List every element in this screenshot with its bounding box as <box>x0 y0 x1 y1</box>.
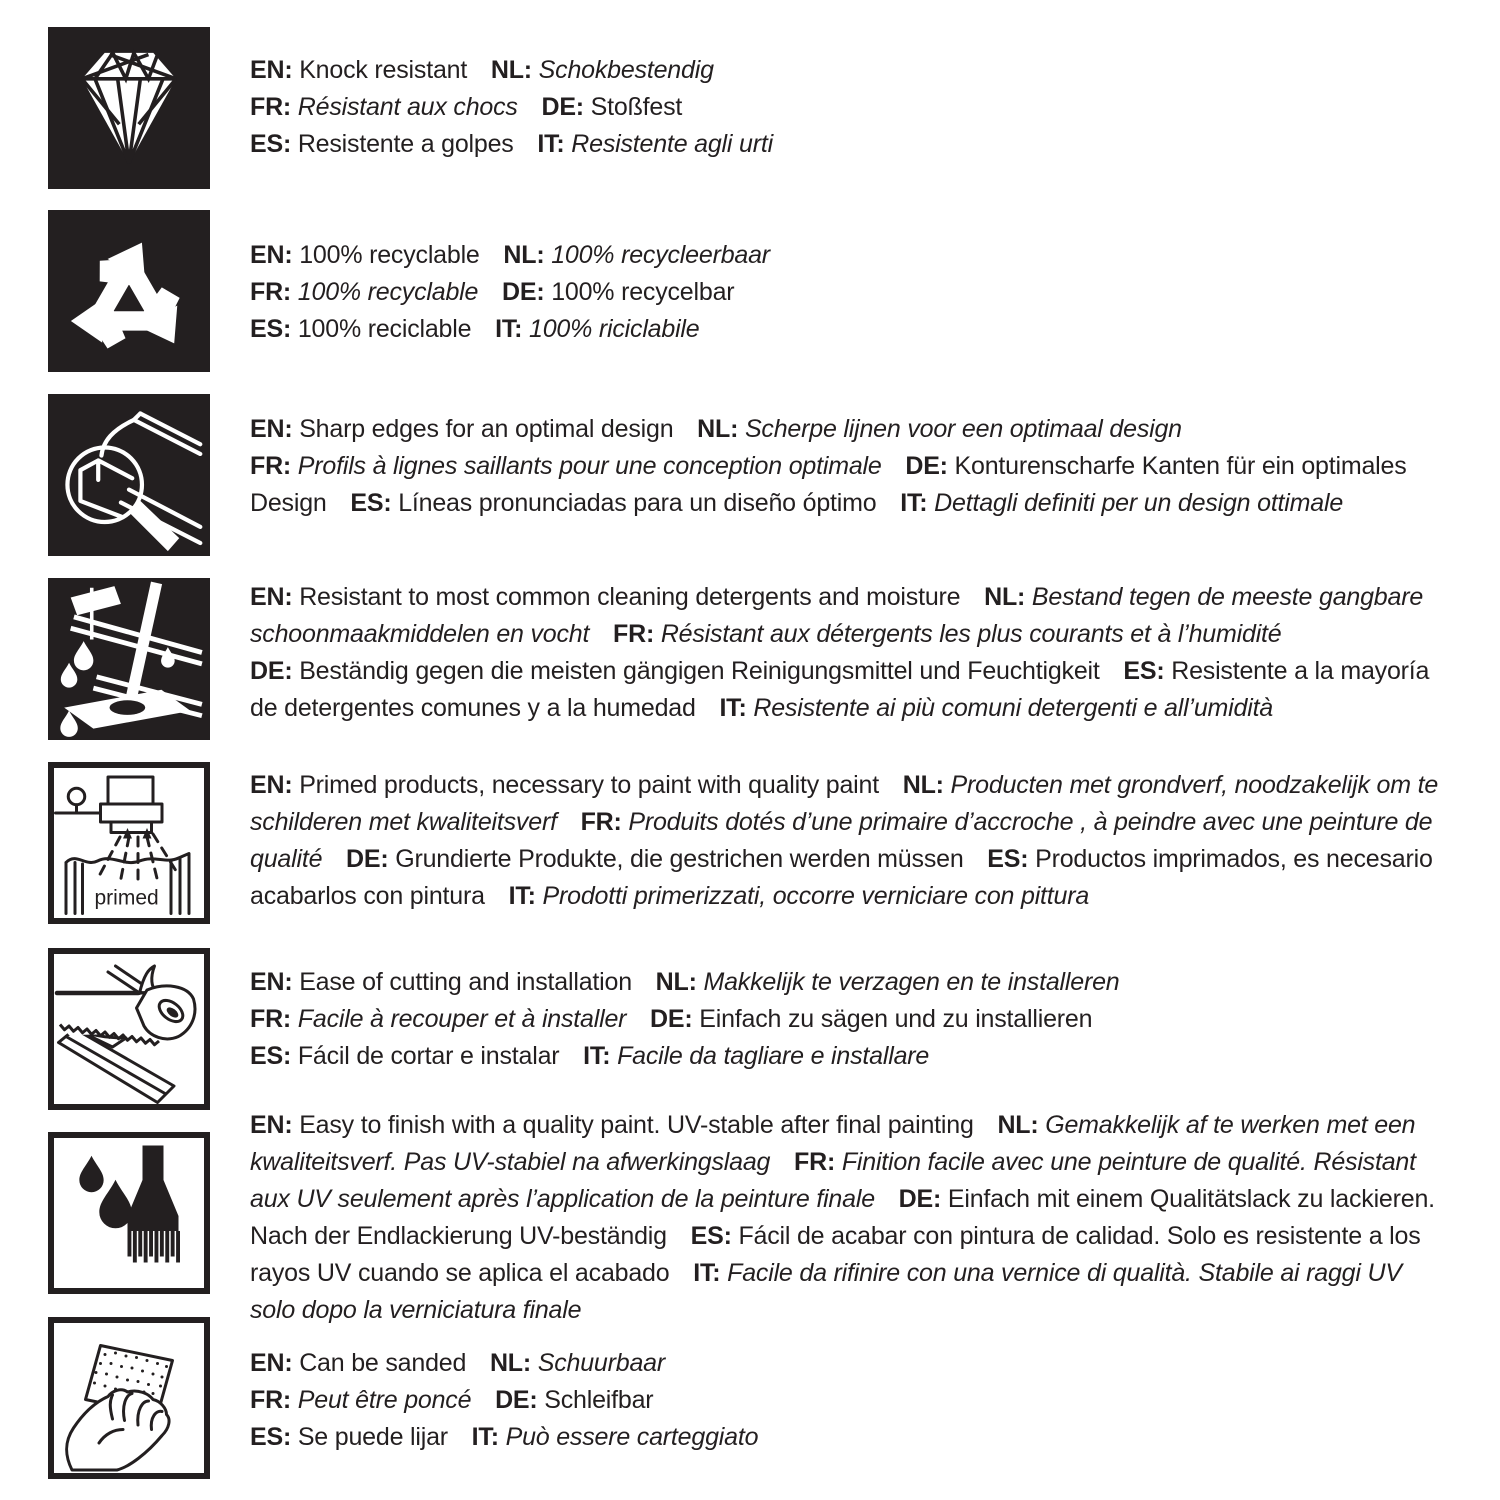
lang-entry-en <box>250 415 673 443</box>
lang-label: ES: <box>250 130 298 158</box>
lang-text: Facile à recouper et à installer <box>297 1005 627 1033</box>
lang-label: EN: <box>250 415 300 443</box>
primer-spray-icon <box>48 762 210 924</box>
lang-label: EN: <box>250 771 300 799</box>
lang-text: Can be sanded <box>299 1349 467 1377</box>
lang-text: Profils à lignes saillants pour une conception optimale <box>297 452 882 480</box>
lang-entry-nl <box>491 56 714 84</box>
lang-text: Fácil de cortar e instalar <box>297 1042 560 1070</box>
lang-label: ES: <box>987 845 1036 873</box>
lang-text: 100% recycleerbaar <box>551 241 770 269</box>
lang-entry-nl <box>697 415 1182 443</box>
magnifier-profile-icon <box>48 394 210 556</box>
lang-entry-fr <box>613 620 1282 648</box>
lang-entry-fr <box>250 93 518 121</box>
lang-entry-fr <box>250 452 882 480</box>
feature-text-sandable <box>250 1345 1445 1456</box>
lang-label: IT: <box>583 1042 618 1070</box>
lang-text: Grundierte Produkte, die gestrichen werden müssen <box>395 845 964 873</box>
lang-label: IT: <box>495 315 529 343</box>
lang-entry-nl <box>503 241 770 269</box>
diamond-icon <box>48 27 210 189</box>
lang-text: Prodotti primerizzati, occorre verniciare con pittura <box>542 882 1090 910</box>
lang-text: Resistente ai più comuni detergenti e all’umidità <box>753 694 1274 722</box>
lang-text: Knock resistant <box>299 56 468 84</box>
paintbrush-drops-icon <box>48 1132 210 1294</box>
lang-label: IT: <box>900 489 935 517</box>
lang-text: Resistente agli urti <box>571 130 773 158</box>
lang-text: Finition facile avec une peinture de qualité. Résistant aux UV seulement après l’application de la peinture finale <box>250 1148 1416 1213</box>
lang-entry-es <box>350 489 876 517</box>
lang-text: Productos imprimados, es necesario acabarlos con pintura <box>250 845 1433 910</box>
lang-entry-it <box>537 130 773 158</box>
lang-label: FR: <box>250 1005 298 1033</box>
lang-entry-it <box>583 1042 929 1070</box>
lang-label: FR: <box>250 452 298 480</box>
lang-entry-es <box>250 315 471 343</box>
lang-label: FR: <box>250 93 298 121</box>
lang-label: DE: <box>650 1005 700 1033</box>
lang-label: ES: <box>350 489 399 517</box>
feature-text-easy-cutting <box>250 964 1445 1075</box>
lang-label: ES: <box>690 1222 739 1250</box>
lang-label: FR: <box>794 1148 842 1176</box>
lang-text: 100% riciclabile <box>529 315 700 343</box>
feature-text-recyclable <box>250 237 1445 348</box>
lang-label: IT: <box>471 1423 506 1451</box>
lang-label: DE: <box>495 1386 545 1414</box>
lang-label: DE: <box>541 93 591 121</box>
lang-label: DE: <box>250 657 300 685</box>
lang-entry-en <box>250 1111 974 1139</box>
lang-label: NL: <box>984 583 1032 611</box>
feature-text-primed <box>250 767 1445 915</box>
lang-text: Líneas pronunciadas para un diseño óptimo <box>398 489 877 517</box>
lang-label: FR: <box>250 278 298 306</box>
lang-entry-it <box>509 882 1089 910</box>
lang-text: Einfach zu sägen und zu installieren <box>699 1005 1093 1033</box>
lang-label: EN: <box>250 56 300 84</box>
feature-text-sharp-edges <box>250 411 1445 522</box>
feature-text-easy-finish <box>250 1107 1445 1329</box>
lang-label: DE: <box>898 1185 948 1213</box>
lang-text: Schokbestendig <box>538 56 714 84</box>
lang-entry-en <box>250 968 632 996</box>
lang-text: Peut être poncé <box>297 1386 472 1414</box>
lang-label: ES: <box>250 1423 298 1451</box>
lang-label: ES: <box>1123 657 1172 685</box>
lang-entry-it <box>900 489 1343 517</box>
lang-label: FR: <box>613 620 661 648</box>
lang-entry-es <box>250 1423 448 1451</box>
saw-icon <box>48 948 210 1110</box>
lang-entry-de <box>495 1386 653 1414</box>
lang-text: Konturenscharfe Kanten für ein optimales Design <box>250 452 1407 517</box>
lang-entry-es <box>250 1042 559 1070</box>
lang-entry-es <box>250 130 514 158</box>
lang-text: Stoßfest <box>590 93 683 121</box>
lang-label: EN: <box>250 1111 300 1139</box>
lang-entry-nl <box>656 968 1120 996</box>
mop-icon <box>48 578 210 740</box>
lang-entry-en <box>250 56 467 84</box>
lang-label: IT: <box>537 130 572 158</box>
lang-entry-de <box>250 657 1100 685</box>
lang-text: Bestand tegen de meeste gangbare schoonmaakmiddelen en vocht <box>250 583 1424 648</box>
lang-text: Résistant aux chocs <box>297 93 518 121</box>
lang-entry-en <box>250 1349 466 1377</box>
primed-label: primed <box>94 886 159 910</box>
lang-text: Resistente a la mayoría de detergentes comunes y a la humedad <box>250 657 1430 722</box>
lang-label: NL: <box>902 771 951 799</box>
lang-label: NL: <box>697 415 745 443</box>
lang-text: Resistant to most common cleaning detergents and moisture <box>299 583 961 611</box>
lang-label: IT: <box>719 694 754 722</box>
lang-label: EN: <box>250 583 300 611</box>
lang-text: Fácil de acabar con pintura de calidad. Solo es resistente a los rayos UV cuando se aplica el acabado <box>250 1222 1421 1287</box>
lang-label: EN: <box>250 241 300 269</box>
lang-entry-fr <box>250 1386 471 1414</box>
lang-text: 100% recyclable <box>297 278 479 306</box>
lang-label: NL: <box>489 1349 538 1377</box>
lang-text: Può essere carteggiato <box>505 1423 759 1451</box>
lang-entry-de <box>346 845 964 873</box>
recycle-icon <box>48 210 210 372</box>
lang-text: Scherpe lijnen voor een optimaal design <box>744 415 1182 443</box>
lang-entry-en <box>250 241 480 269</box>
lang-text: Résistant aux détergents les plus courants et à l’humidité <box>660 620 1282 648</box>
lang-text: 100% recyclable <box>299 241 480 269</box>
lang-text: Producten met grondverf, noodzakelijk om te schilderen met kwaliteitsverf <box>250 771 1439 836</box>
lang-entry-fr <box>250 278 478 306</box>
lang-text: Sharp edges for an optimal design <box>299 415 674 443</box>
lang-label: IT: <box>508 882 543 910</box>
lang-label: FR: <box>580 808 629 836</box>
lang-entry-nl <box>490 1349 665 1377</box>
lang-label: DE: <box>905 452 955 480</box>
lang-text: Produits dotés d’une primaire d’accroche , à peindre avec une peinture de qualité <box>250 808 1433 873</box>
lang-text: Dettagli definiti per un design ottimale <box>934 489 1344 517</box>
lang-text: Ease of cutting and installation <box>299 968 632 996</box>
lang-label: EN: <box>250 968 300 996</box>
lang-text: Makkelijk te verzagen en te installeren <box>703 968 1120 996</box>
lang-text: 100% recycelbar <box>551 278 735 306</box>
lang-text: Gemakkelijk af te werken met een kwaliteitsverf. Pas UV-stabiel na afwerkingslaag <box>250 1111 1416 1176</box>
lang-entry-it <box>719 694 1273 722</box>
lang-text: Resistente a golpes <box>297 130 514 158</box>
sanding-hand-icon <box>48 1317 210 1479</box>
lang-label: ES: <box>250 315 298 343</box>
lang-text: Schuurbaar <box>537 1349 665 1377</box>
lang-entry-it <box>472 1423 759 1451</box>
lang-label: NL: <box>997 1111 1046 1139</box>
lang-text: Facile da rifinire con una vernice di qualità. Stabile ai raggi UV solo dopo la verniciatura finale <box>250 1259 1402 1324</box>
lang-label: IT: <box>693 1259 728 1287</box>
lang-label: ES: <box>250 1042 298 1070</box>
lang-label: NL: <box>490 56 539 84</box>
lang-entry-it <box>495 315 699 343</box>
lang-label: DE: <box>346 845 396 873</box>
lang-label: NL: <box>503 241 552 269</box>
lang-label: FR: <box>250 1386 298 1414</box>
lang-text: 100% reciclable <box>297 315 472 343</box>
lang-entry-de <box>541 93 682 121</box>
lang-label: NL: <box>655 968 704 996</box>
lang-entry-fr <box>250 1005 626 1033</box>
lang-entry-de <box>502 278 734 306</box>
lang-text: Se puede lijar <box>297 1423 448 1451</box>
lang-text: Schleifbar <box>544 1386 654 1414</box>
lang-label: EN: <box>250 1349 300 1377</box>
feature-text-knock-resistant <box>250 52 1445 163</box>
lang-text: Beständig gegen die meisten gängigen Reinigungsmittel und Feuchtigkeit <box>299 657 1100 685</box>
feature-text-detergent-resistant <box>250 579 1445 727</box>
lang-entry-en <box>250 583 960 611</box>
lang-text: Einfach mit einem Qualitätslack zu lackieren. Nach der Endlackierung UV-beständig <box>250 1185 1435 1250</box>
lang-text: Facile da tagliare e installare <box>617 1042 930 1070</box>
lang-entry-en <box>250 771 879 799</box>
lang-text: Easy to finish with a quality paint. UV-stable after final painting <box>299 1111 974 1139</box>
lang-text: Primed products, necessary to paint with quality paint <box>299 771 879 799</box>
lang-entry-de <box>650 1005 1092 1033</box>
lang-label: DE: <box>501 278 552 306</box>
